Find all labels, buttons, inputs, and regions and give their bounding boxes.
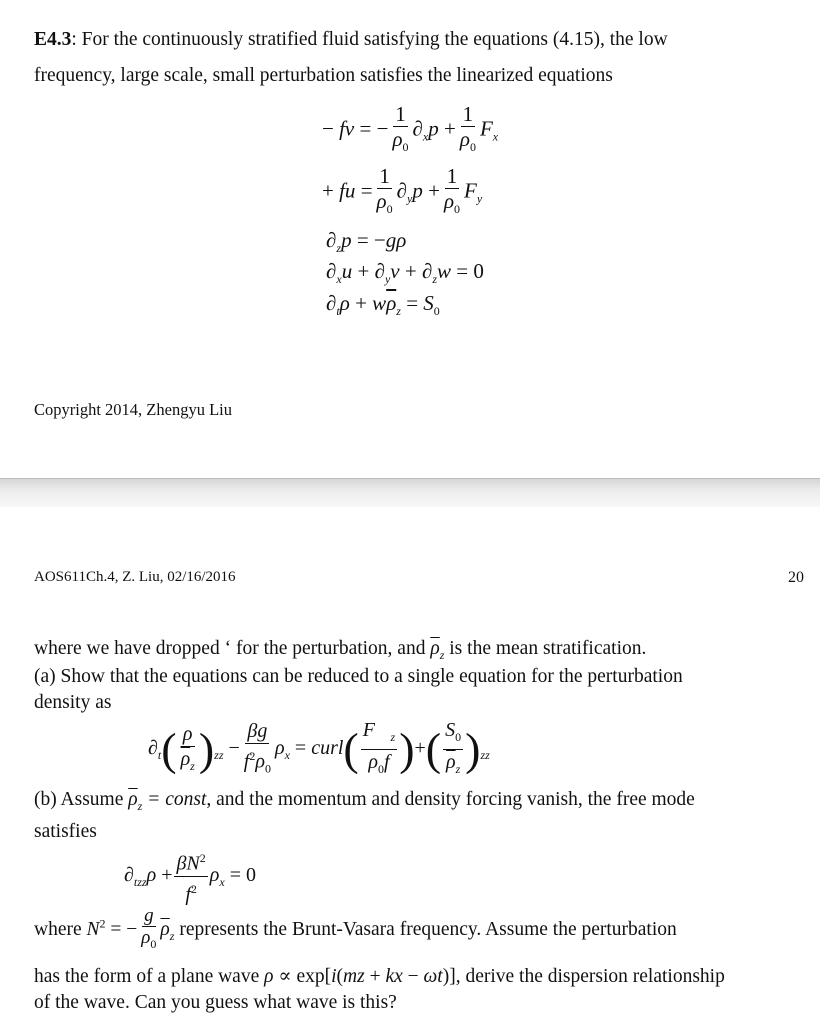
where-prefix: where — [34, 918, 87, 940]
equation-4: $\partial_xu + \partial_yv + \partial_zw = 0$ — [326, 259, 484, 287]
page-header-left: AOS611Ch.4, Z. Liu, 02/16/2016 — [34, 569, 236, 585]
part-a-line-1: (a) Show that the equations can be reduced to a single equation for the perturbation — [34, 666, 683, 687]
equation-b: $\partial_{tzz}\rho$ + $\frac{\beta N^2}{f^2}$ $\rho_x = 0$ — [124, 846, 256, 906]
para-dropped-text-b: is the mean stratification. — [444, 638, 647, 659]
plane-wave-para: has the form of a plane wave ρ ∝ exp[i(mz + kx − ωt)], derive the dispersion relationship of the wave. Can you guess what wave is this? — [34, 966, 725, 1013]
equation-1: − fv = − $\frac{1}{\rho_0}$ $\partial_xp$ + $\frac{1}{\rho_0}$ $F_x$ — [322, 102, 499, 155]
part-a — [34, 664, 809, 716]
plane-wave-text-a: has the form of a plane wave — [34, 966, 265, 987]
plane-wave-text-b: , derive the dispersion relationship — [455, 966, 725, 987]
page-number: 20 — [788, 569, 804, 586]
equation-5: $\partial_t\rho + w\overline{\rho}_z = S_0$ — [326, 291, 440, 319]
equation-3: $\partial_zp = -g\rho$ — [326, 228, 407, 256]
intro-line-2: frequency, large scale, small perturbation satisfies the linearized equations — [34, 65, 613, 86]
part-b-text-a: (b) Assume — [34, 789, 129, 810]
copyright: Copyright 2014, Zhengyu Liu — [34, 400, 232, 419]
part-b-const: = const — [142, 789, 207, 810]
problem-intro — [34, 22, 809, 94]
para-dropped: where we have dropped ‘ for the perturbation, and $\overline{\rho}_z$ is the mean stratification. — [34, 638, 647, 662]
curl-operator: curl — [311, 737, 344, 760]
part-a-line-2: density as — [34, 692, 112, 713]
part-b-text-b: , and the momentum and density forcing vanish, the free mode — [206, 789, 695, 810]
part-b-line-2: satisfies — [34, 820, 97, 842]
equation-2: + fu = $\frac{1}{\rho_0}$ $\partial_yp$ + $\frac{1}{\rho_0}$ $F_y$ — [322, 164, 483, 217]
plane-wave-line-2: of the wave. Can you guess what wave is this? — [34, 992, 397, 1013]
page-separator — [0, 478, 820, 507]
where-suffix: represents the Brunt-Vasara frequency. Assume the perturbation — [174, 918, 677, 940]
intro-line-1: : For the continuously stratified fluid satisfying the equations (4.15), the low — [71, 29, 668, 50]
where-line: where $N^2$ = − $\frac{g}{\rho_0}$ $\overline{\rho}_z$ represents the Brunt-Vasara frequency. Assume the perturbation — [34, 905, 677, 951]
para-dropped-text-a: where we have dropped ‘ for the perturbation, and — [34, 638, 431, 659]
part-b: (b) Assume $\overline{\rho}_z$ = const, and the momentum and density forcing vanish, the free mode satisfies — [34, 789, 695, 842]
equation-a: $\partial_t$( $\frac{\rho}{\overline{\rho}_z}$ )$_{zz}$ − $\frac{\beta g}{f^2\rho_0}$ $\rho_x$ = curl( $\frac{F⃗_z}{\rho_0f}$ )+( $\frac{S_0}{\overline{\rho}_z}$ )$_{zz}$ — [148, 719, 490, 776]
problem-label: E4.3 — [34, 29, 72, 50]
